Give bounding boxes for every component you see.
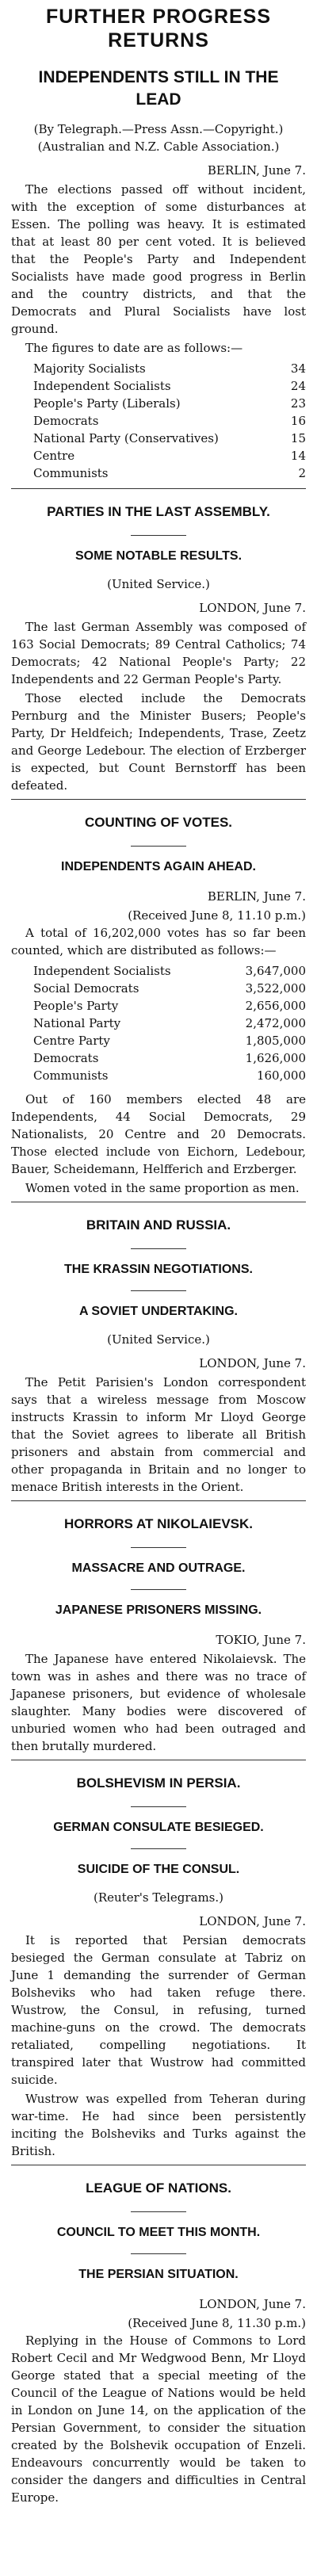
service-credit: (Reuter's Telegrams.) — [94, 1890, 223, 1905]
short-divider — [131, 2211, 186, 2212]
vote-count: 1,626,000 — [245, 1051, 306, 1065]
vote-count: 160,000 — [256, 1068, 306, 1083]
seat-count: 15 — [290, 431, 306, 445]
section-subheading: MASSACRE AND OUTRAGE. — [71, 1561, 246, 1575]
paragraph: Those elected include the Democrats Pernburg and the Minister Busers; People's Party, Dr Heldfeich; Independents, Trase, Zeetz and George Ledebour. The election of Erzberger is expected, but Count Bernstorff has been defeated. — [11, 691, 306, 793]
section-subheading: GERMAN CONSULATE BESIEGED. — [53, 1821, 264, 1834]
seat-count: 34 — [290, 361, 306, 376]
list-item — [33, 395, 306, 412]
section-subheading: SUICIDE OF THE CONSUL. — [77, 1863, 240, 1876]
dateline: LONDON, June 7. — [199, 601, 306, 615]
seat-figures-list — [33, 360, 306, 482]
party-name: People's Party (Liberals) — [33, 396, 181, 411]
service-credit: (United Service.) — [107, 577, 210, 591]
paragraph: Wustrow was expelled from Teheran during war-time. He had since been persistently inciting the Bolsheviks and Turks against the British. — [11, 2092, 306, 2158]
section-heading: BRITAIN AND RUSSIA. — [86, 1217, 231, 1233]
paragraph: The elections passed off without incident, with the exception of some disturbances at Essen. The polling was heavy. It is estimated that at least 80 per cent voted. It is believed that the People's Party and Independent Socialists have made good progress in Berlin and the country districts, and that the Democrats and Plural Socialists have lost ground. — [11, 182, 306, 336]
short-divider — [131, 1848, 186, 1849]
party-name: Centre Party — [33, 1034, 110, 1048]
short-divider — [131, 1290, 186, 1291]
dateline: BERLIN, June 7. — [207, 889, 306, 904]
short-divider — [131, 535, 186, 536]
list-item — [33, 360, 306, 377]
party-name: Independent Socialists — [33, 379, 171, 393]
party-name: People's Party — [33, 999, 119, 1013]
section-subheading: COUNCIL TO MEET THIS MONTH. — [56, 2226, 261, 2239]
service-credit: (United Service.) — [107, 1332, 210, 1347]
dateline: LONDON, June 7. — [199, 2297, 306, 2311]
seat-count: 2 — [298, 466, 306, 480]
list-item — [33, 1015, 306, 1032]
vote-count: 2,472,000 — [245, 1016, 306, 1030]
short-divider — [131, 1547, 186, 1548]
section-subheading: JAPANESE PRISONERS MISSING. — [55, 1603, 262, 1617]
section-subheading: THE KRASSIN NEGOTIATIONS. — [64, 1263, 253, 1276]
received-time: (Received June 8, 11.10 p.m.) — [128, 908, 306, 923]
list-item — [33, 377, 306, 395]
short-divider — [131, 1248, 186, 1249]
paragraph: Replying in the House of Commons to Lord Robert Cecil and Mr Wedgwood Benn, Mr Lloyd George stated that a special meeting of the Council of the League of Nations would be held in London on June 14, on the application of the Persian Government, to consider the situation created by the Bolshevik occupation of Enzeli. Endeavours concurrently would be taken to consider the dangers and difficulties in Central Europe. — [11, 2333, 306, 2505]
cable-credit: (By Telegraph.—Press Assn.—Copyright.) (Australian and N.Z. Cable Association.) — [33, 122, 284, 154]
party-name: Independent Socialists — [33, 964, 171, 978]
vote-count: 1,805,000 — [245, 1034, 306, 1048]
dateline: TOKIO, June 7. — [216, 1633, 306, 1647]
dateline: LONDON, June 7. — [199, 1914, 306, 1928]
section-heading: COUNTING OF VOTES. — [84, 815, 233, 830]
party-name: National Party — [33, 1016, 121, 1030]
dateline: BERLIN, June 7. — [207, 163, 306, 178]
vote-totals-list — [33, 962, 306, 1084]
party-name: Majority Socialists — [33, 361, 146, 376]
paragraph: The Petit Parisien's London correspondent says that a wireless message from Moscow instructs Krassin to inform Mr Lloyd George that the Soviet agrees to liberate all British prisoners and abstain from commercial and other propaganda in Britain and no longer to menace British interests in the Orient. — [11, 1375, 306, 1494]
list-item — [33, 1049, 306, 1067]
section-divider — [11, 799, 306, 800]
paragraph: Women voted in the same proportion as men. — [25, 1181, 300, 1195]
paragraph: The last German Assembly was composed of 163 Social Democrats; 89 Central Catholics; 74 Democrats; 42 National People's Party; 22 Independents and 22 German People's Party. — [11, 620, 306, 686]
party-name: Communists — [33, 1068, 109, 1083]
section-heading: PARTIES IN THE LAST ASSEMBLY. — [47, 504, 270, 519]
headline: FURTHER PROGRESS RETURNS — [45, 6, 272, 52]
vote-count: 3,647,000 — [245, 964, 306, 978]
party-name: National Party (Conservatives) — [33, 431, 219, 445]
party-name: Democrats — [33, 1051, 99, 1065]
section-subheading: THE PERSIAN SITUATION. — [78, 2268, 239, 2281]
list-item — [33, 1032, 306, 1049]
section-subheading: SOME NOTABLE RESULTS. — [74, 549, 243, 563]
party-name: Communists — [33, 466, 109, 480]
list-item — [33, 430, 306, 447]
party-name: Social Democrats — [33, 981, 139, 996]
short-divider — [131, 2253, 186, 2254]
seat-count: 16 — [290, 414, 306, 428]
list-item — [33, 447, 306, 464]
short-divider — [131, 1806, 186, 1807]
paragraph: It is reported that Persian democrats besieged the German consulate at Tabriz on June 1 demanding the surrender of German Bolsheviks who had taken refuge there. Wustrow, the Consul, in refusing, turned machine-guns on the crowd. The democrats retaliated, compelling negotiations. It transpired later that Wustrow had committed suicide. — [11, 1933, 306, 2087]
list-item — [33, 412, 306, 430]
section-heading: LEAGUE OF NATIONS. — [86, 2180, 231, 2196]
paragraph: The Japanese have entered Nikolaievsk. The town was in ashes and there was no trace of Japanese prisoners, but evidence of wholesale slaughter. Many bodies were discovered of unburied women who had been outraged and then brutally murdered. — [11, 1652, 306, 1753]
section-subheading: A SOVIET UNDERTAKING. — [78, 1305, 238, 1318]
short-divider — [131, 1589, 186, 1590]
seat-count: 14 — [290, 449, 306, 463]
section-subheading: INDEPENDENTS AGAIN AHEAD. — [61, 860, 256, 873]
list-item — [33, 980, 306, 997]
party-name: Democrats — [33, 414, 99, 428]
short-divider — [131, 846, 186, 847]
list-item — [33, 997, 306, 1015]
vote-count: 3,522,000 — [245, 981, 306, 996]
dateline: LONDON, June 7. — [199, 1356, 306, 1370]
seat-count: 24 — [290, 379, 306, 393]
list-item — [33, 464, 306, 482]
paragraph: Out of 160 members elected 48 are Independents, 44 Social Democrats, 29 Nationalists, 20 Centre and 20 Democrats. Those elected include von Eichorn, Ledebour, Bauer, Scheidemann, Helfferich and Erzberger. — [11, 1092, 306, 1176]
list-item — [33, 962, 306, 980]
paragraph: A total of 16,202,000 votes has so far been counted, which are distributed as follows:— — [11, 926, 306, 957]
list-item — [33, 1067, 306, 1084]
vote-count: 2,656,000 — [245, 999, 306, 1013]
party-name: Centre — [33, 449, 75, 463]
section-heading: HORRORS AT NIKOLAIEVSK. — [63, 1516, 253, 1531]
seat-count: 23 — [290, 396, 306, 411]
section-divider — [11, 488, 306, 489]
section-divider — [11, 1500, 306, 1501]
sub-headline: INDEPENDENTS STILL IN THE LEAD — [38, 68, 279, 109]
received-time: (Received June 8, 11.30 p.m.) — [128, 2316, 306, 2330]
paragraph: The figures to date are as follows:— — [25, 341, 243, 355]
section-heading: BOLSHEVISM IN PERSIA. — [76, 1775, 241, 1791]
